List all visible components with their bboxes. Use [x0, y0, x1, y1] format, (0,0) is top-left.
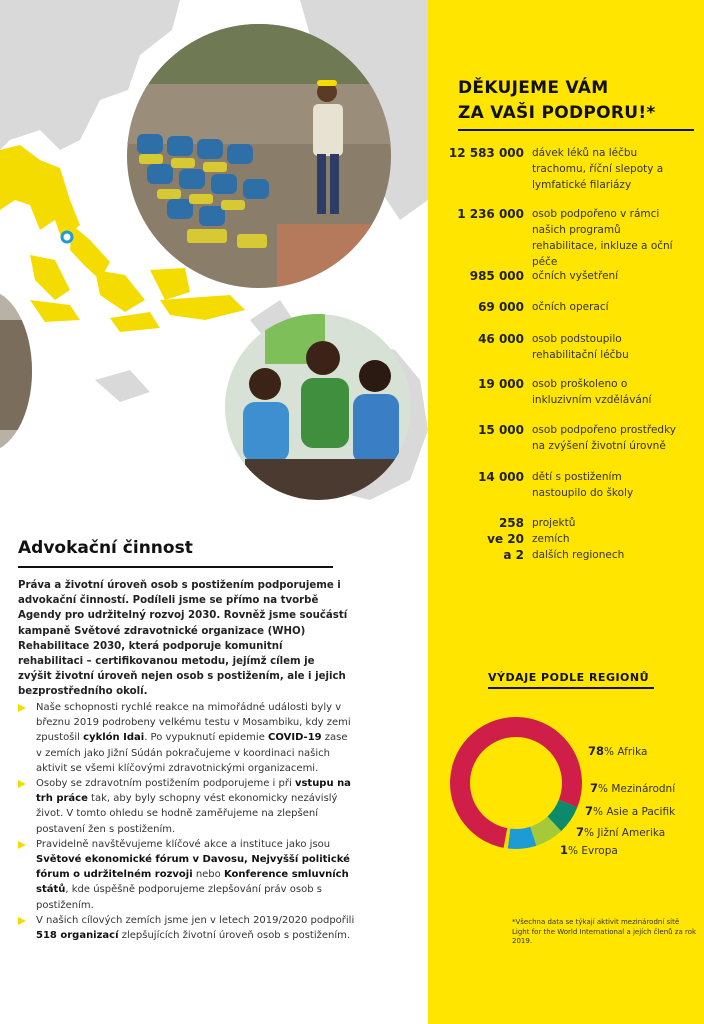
bullet-triangle-icon: [18, 841, 26, 849]
stat-description: osob podstoupilo rehabilitační léčbu: [532, 333, 629, 361]
bullet-text: Pravidelně navštěvujeme klíčové akce a instituce jako jsou: [36, 838, 331, 850]
regions-title-rule: [488, 687, 654, 689]
thanks-heading: [458, 76, 656, 126]
bullet-text: tak, aby byly schopny vést ekonomicky nezávislý život. V tomto ohledu se hodně zaměřujeme na zlepšení postavení žen s postižením.: [36, 793, 338, 835]
stat-item: [436, 331, 700, 363]
bullet-bold: COVID-19: [268, 732, 322, 744]
thanks-line-2: ZA VAŠI PODPORU!*: [458, 103, 656, 123]
stat-item: [436, 268, 700, 284]
bullet-text: V našich cílových zemích jsme jen v letech 2019/2020 podpořili: [36, 914, 355, 926]
map-region-island-2: [95, 270, 145, 312]
bullet-bold: Světové ekonomické fórum v Davosu, Nejvyšší politické fórum o udržitelném rozvoji: [36, 854, 350, 881]
stat-item: [436, 469, 700, 501]
bullet-text: zase v zemích jako Jižní Súdán pokračujeme v koordinaci našich aktivit se všemi klíčovými zdravotnickými organizacemi.: [36, 732, 348, 774]
map-region-mainland: [0, 145, 80, 240]
stat-number: 46 000: [478, 332, 524, 346]
legend-item: 1% Evropa: [560, 843, 618, 857]
stat-description: osob podpořeno prostředky na zvýšení životní úrovně: [532, 424, 677, 452]
advocacy-title: Advokační činnost: [18, 538, 193, 558]
bullet-text: Osoby se zdravotním postižením podporujeme i při: [36, 778, 295, 790]
stat-number: 1 236 000: [457, 207, 524, 221]
bullet-text: . Po vypuknutí epidemie: [144, 732, 269, 744]
map-region-island-5: [110, 312, 160, 332]
photo-medicine-sacks: [127, 24, 391, 288]
thanks-line-1: DĚKUJEME VÁM: [458, 78, 609, 98]
stat-item: [436, 145, 700, 193]
bullet-bold: vstupu na trh práce: [36, 778, 351, 805]
advocacy-title-rule: [18, 566, 333, 568]
thanks-rule: [458, 129, 694, 131]
photo-students: [225, 314, 411, 500]
bullet-triangle-icon: [18, 704, 26, 712]
regions-title: VÝDAJE PODLE REGIONŮ: [488, 671, 650, 684]
stat-item: [436, 299, 700, 315]
footnote: *Všechna data se týkají aktivit mezinárodní sítě Light for the World International a jejích členů za rok 2019.: [512, 918, 697, 945]
stat-item: [436, 206, 700, 270]
stat-item-projects: [436, 515, 700, 563]
regions-donut-chart: [446, 713, 586, 853]
bullet-text: zlepšujících životní úroveň osob s postižením.: [118, 930, 351, 942]
stat-number: 14 000: [478, 470, 524, 484]
stat-number: 985 000: [469, 269, 524, 283]
stat-description: dětí s postižením nastoupilo do školy: [532, 471, 634, 499]
map-location-marker: [62, 232, 72, 242]
bullet-item: [18, 700, 356, 776]
stat-number: 15 000: [478, 423, 524, 437]
map-region-island-4: [160, 295, 245, 320]
stat-description: osob proškoleno o inkluzivním vzdělávání: [532, 378, 652, 406]
stat-item: [436, 376, 700, 408]
stat-number: 258 ve 20 a 2: [487, 516, 524, 562]
stat-description: projektů zemích dalších regionech: [532, 517, 625, 561]
legend-item: 7% Jižní Amerika: [576, 825, 666, 839]
legend-item: 78% Afrika: [588, 744, 648, 758]
bullet-triangle-icon: [18, 780, 26, 788]
stat-number: 69 000: [478, 300, 524, 314]
stat-item: [436, 422, 700, 454]
map-region-island-1: [30, 255, 70, 300]
stat-description: dávek léků na léčbu trachomu, říční slepoty a lymfatické filariázy: [532, 147, 664, 191]
bullet-bold: cyklón Idai: [83, 732, 145, 744]
bullet-item: [18, 913, 356, 943]
bullet-text: , kde úspěšně podporujeme zlepšování práv osob s postižením.: [36, 884, 322, 911]
map-small-island-1: [95, 370, 150, 402]
advocacy-intro: Práva a životní úroveň osob s postižením podporujeme i advokační činností. Podíleli jsme se přímo na tvorbě Agendy pro udržitelný rozvoj 2030. Rovněž jsme součástí kampaně Světové zdravotnické organizace (WHO) Rehabilitace 2030, která podporuje komunitní rehabilitaci – certifikovanou metodu, jejímž cílem je zvýšit životní úroveň nejen osob s postižením, ale i jejich bezprostředního okolí.: [18, 580, 348, 698]
stat-description: osob podpořeno v rámci našich programů rehabilitace, inkluze a oční péče: [532, 208, 673, 268]
bullet-item: [18, 776, 356, 837]
map-region-island-6: [30, 300, 80, 322]
advocacy-bullet-list: [18, 700, 356, 943]
legend-item: 7% Mezinárodní: [590, 781, 676, 795]
bullet-item: [18, 837, 356, 913]
map-region-island-3: [150, 268, 190, 300]
bullet-triangle-icon: [18, 917, 26, 925]
bullet-bold: Konference smluvních států: [36, 869, 349, 896]
stat-description: očních operací: [532, 301, 609, 313]
bullet-text: nebo: [192, 869, 224, 881]
stat-number: 12 583 000: [448, 146, 524, 160]
bullet-text: Naše schopnosti rychlé reakce na mimořádné události byly v březnu 2019 podrobeny velkému testu v Mosambiku, kdy zemi zpustošil: [36, 702, 351, 744]
stat-number: 19 000: [478, 377, 524, 391]
legend-item: 7% Asie a Pacifik: [585, 804, 676, 818]
bullet-bold: 518 organizací: [36, 930, 119, 942]
stat-description: očních vyšetření: [532, 270, 619, 282]
